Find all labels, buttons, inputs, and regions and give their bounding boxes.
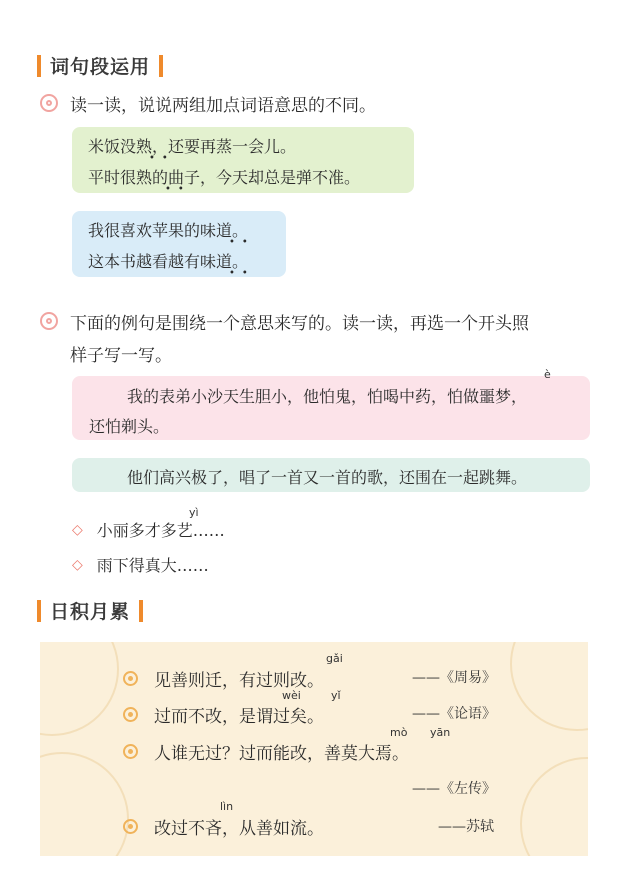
emphasis-dots: •• <box>165 184 191 195</box>
proverbs-panel <box>40 642 588 856</box>
emphasis-dots: •• <box>149 153 175 164</box>
section-heading-2 <box>37 597 143 624</box>
green-line-2: 平时很熟的曲子，今天却总是弹不准。 <box>88 168 361 187</box>
proverb-source: ——《左传》 <box>412 781 496 797</box>
heading-bar-left <box>37 600 41 622</box>
spiral-icon <box>40 312 58 330</box>
proverb-item <box>123 739 409 764</box>
pinyin-annotation: yǐ <box>331 689 341 702</box>
proverb-text: 过而不改，是谓过矣。 <box>154 707 324 727</box>
option-item-2 <box>72 553 209 576</box>
proverb-source: ——《周易》 <box>412 670 496 686</box>
section-title: 日积月累 <box>50 601 131 623</box>
pink-line-2: 还怕剃头。 <box>89 417 170 436</box>
heading-bar-left <box>37 55 41 77</box>
pinyin-annotation: yān <box>430 726 451 739</box>
bullet-icon <box>123 707 138 722</box>
section-heading-1 <box>37 52 163 79</box>
proverb-text: 改过不吝，从善如流。 <box>154 819 324 839</box>
question-2-text <box>70 308 529 372</box>
question-1-text: 读一读，说说两组加点词语意思的不同。 <box>70 96 376 116</box>
blue-line-1: 我很喜欢苹果的味道。 <box>88 221 249 240</box>
pink-example-box <box>72 376 590 440</box>
pink-line-1: 我的表弟小沙天生胆小，他怕鬼，怕喝中药，怕做噩梦， <box>127 387 528 406</box>
decorative-ornament <box>510 642 588 731</box>
blue-line-2: 这本书越看越有味道。 <box>88 252 249 271</box>
green-example-box <box>72 127 414 193</box>
pinyin-annotation: lìn <box>220 800 234 813</box>
pinyin-annotation: yì <box>189 506 199 519</box>
diamond-icon: ◇ <box>72 556 83 573</box>
mint-line: 他们高兴极了，唱了一首又一首的歌，还围在一起跳舞。 <box>127 468 528 487</box>
blue-example-box <box>72 211 286 277</box>
bullet-icon <box>123 744 138 759</box>
pinyin-annotation: wèi <box>282 689 301 702</box>
question-2-line-2: 样子写一写。 <box>70 346 172 366</box>
spiral-icon <box>40 94 58 112</box>
proverb-item <box>123 666 324 691</box>
emphasis-dots: •• <box>229 268 255 279</box>
proverb-item <box>123 814 324 839</box>
question-1 <box>40 90 376 122</box>
heading-bar-right <box>159 55 163 77</box>
mint-example-box <box>72 458 590 492</box>
proverb-text: 人谁无过？过而能改，善莫大焉。 <box>154 744 409 764</box>
decorative-ornament <box>40 752 129 856</box>
pinyin-annotation: mò <box>390 726 408 739</box>
question-2-line-1: 下面的例句是围绕一个意思来写的。读一读，再选一个开头照 <box>70 314 529 334</box>
bullet-icon <box>123 671 138 686</box>
option-2-text: 雨下得真大…… <box>96 556 209 575</box>
diamond-icon: ◇ <box>72 521 83 538</box>
emphasis-dots: •• <box>229 237 255 248</box>
option-1-text: 小丽多才多艺…… <box>96 521 225 540</box>
proverb-source: ——苏轼 <box>438 819 494 835</box>
green-line-1: 米饭没熟，还要再蒸一会儿。 <box>88 137 297 156</box>
option-item-1 <box>72 518 225 541</box>
pinyin-annotation: gǎi <box>326 652 343 665</box>
proverb-item <box>123 702 324 727</box>
question-2 <box>40 308 529 372</box>
proverb-text: 见善则迁，有过则改。 <box>154 671 324 691</box>
heading-bar-right <box>139 600 143 622</box>
section-title: 词句段运用 <box>50 56 151 78</box>
pinyin-annotation: è <box>544 368 551 381</box>
proverb-source: ——《论语》 <box>412 706 496 722</box>
bullet-icon <box>123 819 138 834</box>
decorative-ornament <box>40 642 119 736</box>
decorative-ornament <box>520 757 588 856</box>
